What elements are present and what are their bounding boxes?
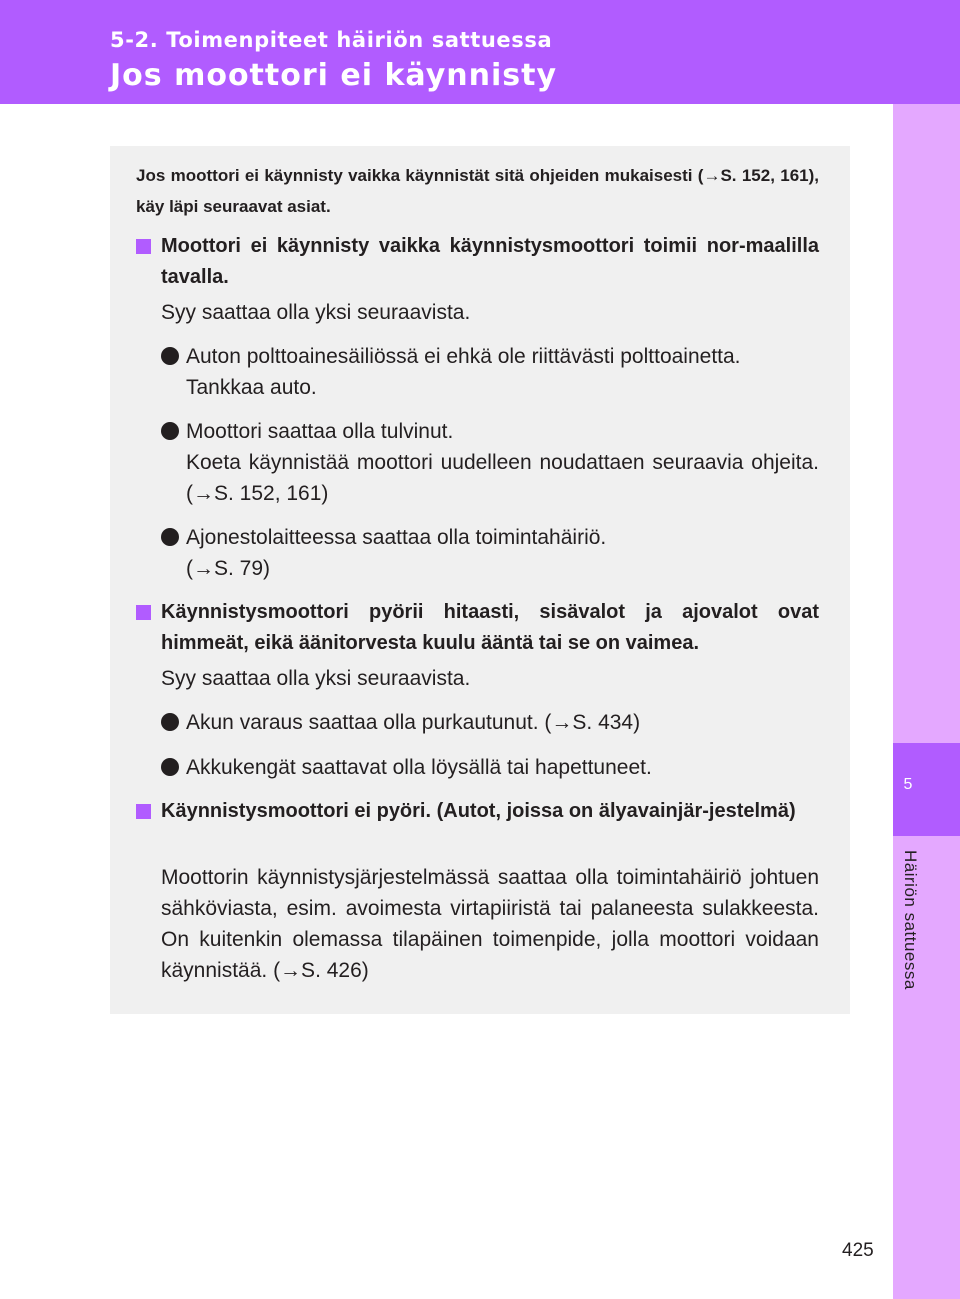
chapter-name: Häiriön sattuessa [901, 850, 920, 990]
list-item: Ajonestolaitteessa saattaa olla toimintahäiriö. (→S. 79) [161, 522, 819, 584]
bullet-icon [161, 422, 179, 440]
intro-text: Jos moottori ei käynnisty vaikka käynnistät sitä ohjeiden mukaisesti (→S. 152, 161), käy läpi seuraavat asiat. [136, 166, 819, 216]
bullet-icon [161, 528, 179, 546]
bullet-icon [161, 347, 179, 365]
section-heading: Käynnistysmoottori ei pyöri. (Autot, joissa on älyavainjär-jestelmä) [136, 796, 819, 827]
section-heading: Käynnistysmoottori pyörii hitaasti, sisävalot ja ajovalot ovat himmeät, eikä äänitorvesta kuulu ääntä tai se on vaimea. [136, 597, 819, 659]
section-heading: Moottori ei käynnisty vaikka käynnistysmoottori toimii nor-maalilla tavalla. [136, 231, 819, 293]
chapter-side-tab [893, 104, 960, 1299]
list-item: Akun varaus saattaa olla purkautunut. (→S. 434) [161, 707, 819, 738]
page-number: 425 [842, 1240, 874, 1261]
cause-text: Syy saattaa olla yksi seuraavista. [161, 667, 471, 690]
list-item: Moottori saattaa olla tulvinut. Koeta käynnistää moottori uudelleen noudattaen seuraavia ohjeita. (→S. 152, 161) [161, 416, 819, 509]
bullet-icon [161, 758, 179, 776]
page-title: Jos moottori ei käynnisty [110, 58, 558, 93]
list-item: Auton polttoainesäiliössä ei ehkä ole riittävästi polttoainetta. Tankkaa auto. [161, 341, 819, 403]
body-text: Moottorin käynnistysjärjestelmässä saattaa olla toimintahäiriö johtuen sähköviasta, esim. avoimesta virtapiiristä tai palaneesta sulakkeesta. On kuitenkin olemassa tilapäinen toimenpide, jolla moottori voidaan käynnistää. (→S. 426) [161, 866, 819, 982]
bullet-icon [161, 713, 179, 731]
square-bullet-icon [136, 804, 151, 819]
section-label: 5-2. Toimenpiteet häiriön sattuessa [110, 28, 553, 52]
chapter-number: 5 [903, 776, 913, 793]
list-item: Akkukengät saattavat olla löysällä tai hapettuneet. [161, 752, 819, 783]
square-bullet-icon [136, 239, 151, 254]
page-header [0, 0, 960, 104]
cause-text: Syy saattaa olla yksi seuraavista. [161, 301, 471, 324]
square-bullet-icon [136, 605, 151, 620]
